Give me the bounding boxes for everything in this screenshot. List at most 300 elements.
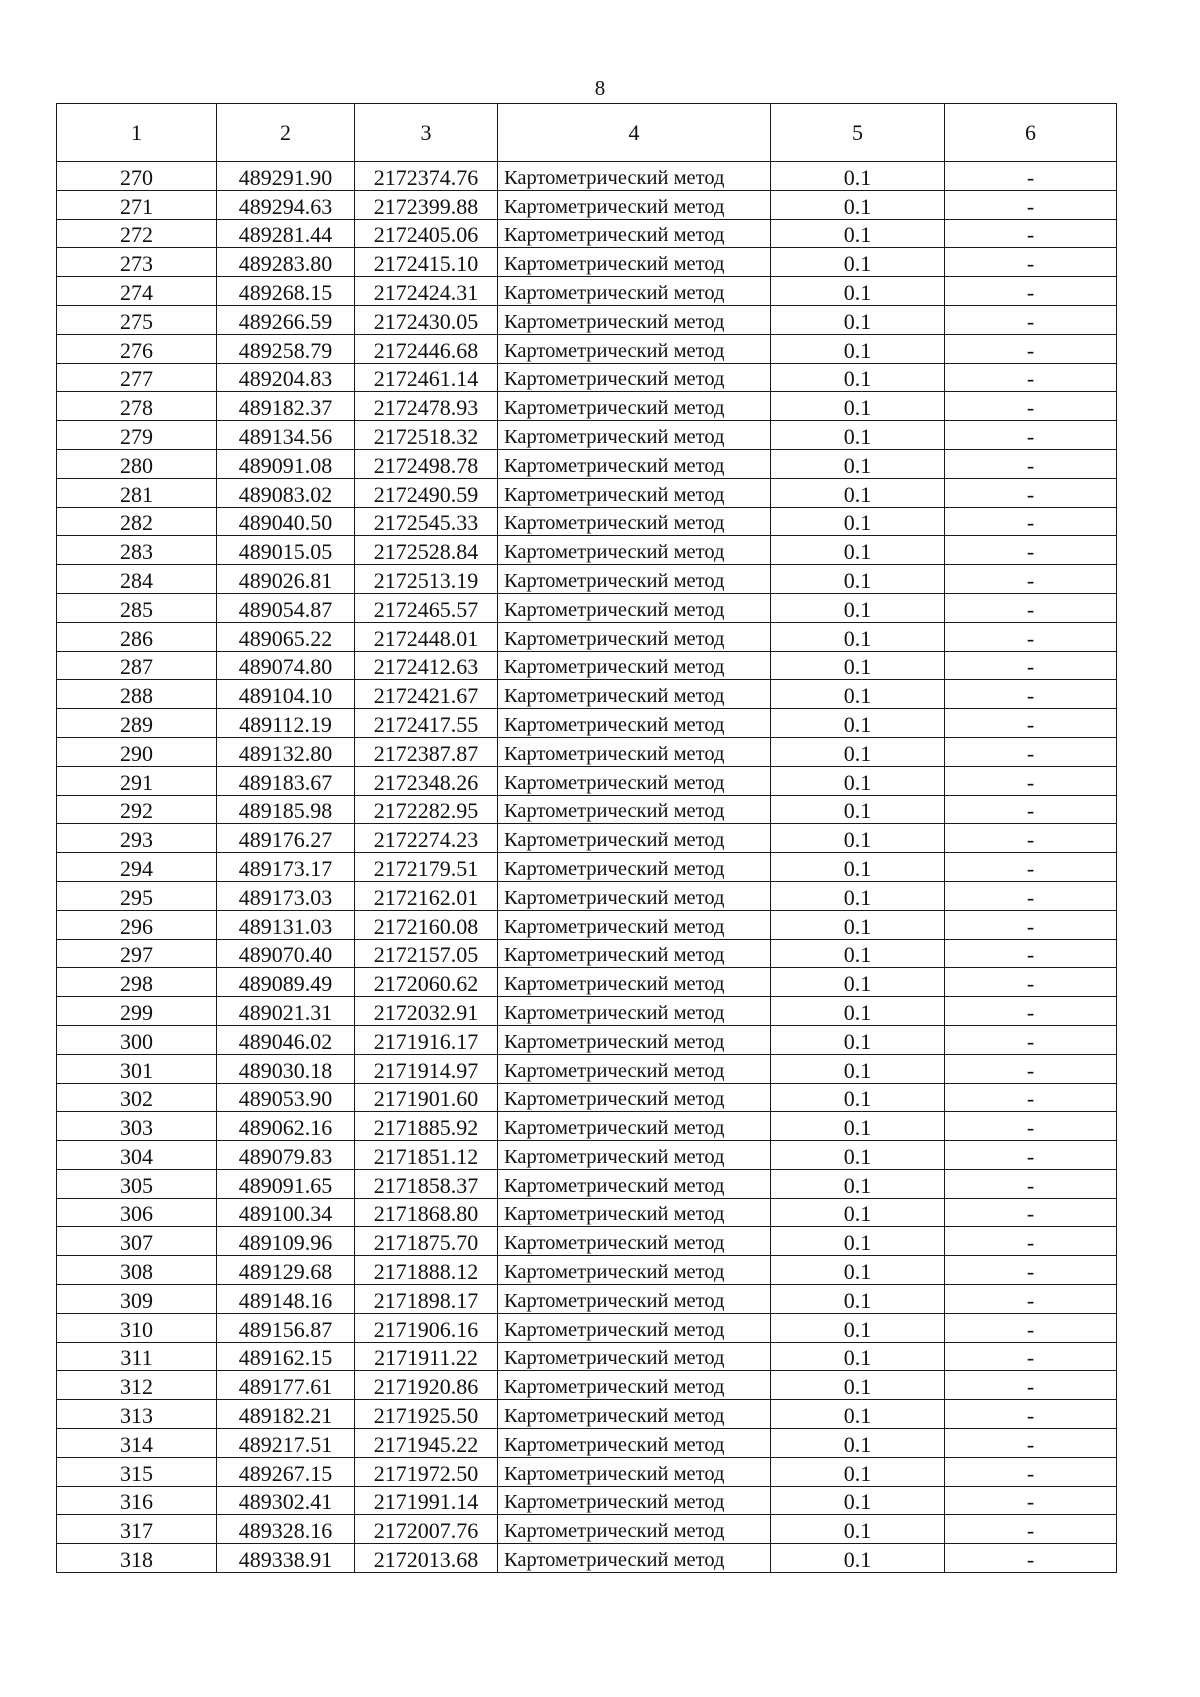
table-row [57,1112,1117,1141]
cell-accuracy: 0.1 [771,910,945,939]
cell-note: - [945,737,1117,766]
cell-accuracy: 0.1 [771,1112,945,1141]
cell-x-coordinate: 489148.16 [217,1285,355,1314]
cell-note: - [945,1342,1117,1371]
cell-y-coordinate: 2172448.01 [355,622,498,651]
cell-y-coordinate: 2171991.14 [355,1486,498,1515]
cell-point-number: 290 [57,737,217,766]
cell-accuracy: 0.1 [771,1025,945,1054]
cell-x-coordinate: 489283.80 [217,248,355,277]
cell-x-coordinate: 489054.87 [217,593,355,622]
cell-y-coordinate: 2172374.76 [355,162,498,191]
cell-y-coordinate: 2171868.80 [355,1198,498,1227]
cell-x-coordinate: 489173.03 [217,881,355,910]
cell-x-coordinate: 489258.79 [217,334,355,363]
cell-method: Картометрический метод [498,1112,771,1141]
cell-x-coordinate: 489112.19 [217,709,355,738]
cell-accuracy: 0.1 [771,1457,945,1486]
cell-accuracy: 0.1 [771,593,945,622]
cell-x-coordinate: 489204.83 [217,363,355,392]
cell-note: - [945,162,1117,191]
cell-point-number: 277 [57,363,217,392]
cell-method: Картометрический метод [498,997,771,1026]
cell-note: - [945,1285,1117,1314]
cell-method: Картометрический метод [498,1313,771,1342]
cell-method: Картометрический метод [498,766,771,795]
table-row [57,766,1117,795]
table-row [57,1342,1117,1371]
cell-y-coordinate: 2172430.05 [355,305,498,334]
cell-method: Картометрический метод [498,910,771,939]
cell-point-number: 272 [57,219,217,248]
coordinates-table [56,103,1117,1573]
table-row [57,968,1117,997]
cell-method: Картометрический метод [498,1025,771,1054]
cell-x-coordinate: 489091.08 [217,449,355,478]
cell-note: - [945,1400,1117,1429]
cell-y-coordinate: 2171885.92 [355,1112,498,1141]
cell-point-number: 282 [57,507,217,536]
cell-note: - [945,881,1117,910]
cell-y-coordinate: 2171901.60 [355,1083,498,1112]
cell-point-number: 306 [57,1198,217,1227]
cell-y-coordinate: 2172528.84 [355,536,498,565]
table-row [57,651,1117,680]
cell-note: - [945,449,1117,478]
header-cell-3: 3 [355,104,498,162]
cell-method: Картометрический метод [498,737,771,766]
cell-note: - [945,766,1117,795]
cell-point-number: 314 [57,1429,217,1458]
cell-note: - [945,593,1117,622]
cell-accuracy: 0.1 [771,824,945,853]
cell-x-coordinate: 489109.96 [217,1227,355,1256]
cell-y-coordinate: 2172518.32 [355,421,498,450]
cell-x-coordinate: 489182.37 [217,392,355,421]
cell-y-coordinate: 2172274.23 [355,824,498,853]
page-number: 8 [594,76,606,100]
cell-x-coordinate: 489131.03 [217,910,355,939]
cell-accuracy: 0.1 [771,1429,945,1458]
table-row [57,1054,1117,1083]
cell-y-coordinate: 2171920.86 [355,1371,498,1400]
cell-note: - [945,305,1117,334]
cell-method: Картометрический метод [498,1371,771,1400]
cell-method: Картометрический метод [498,1285,771,1314]
table-row [57,1486,1117,1515]
cell-accuracy: 0.1 [771,622,945,651]
cell-y-coordinate: 2172179.51 [355,853,498,882]
cell-x-coordinate: 489062.16 [217,1112,355,1141]
table-row [57,824,1117,853]
cell-point-number: 276 [57,334,217,363]
header-row [57,104,1117,162]
cell-x-coordinate: 489177.61 [217,1371,355,1400]
cell-accuracy: 0.1 [771,853,945,882]
cell-point-number: 298 [57,968,217,997]
cell-accuracy: 0.1 [771,1198,945,1227]
header-cell-5: 5 [771,104,945,162]
cell-x-coordinate: 489134.56 [217,421,355,450]
table-row [57,622,1117,651]
table-row [57,795,1117,824]
cell-note: - [945,680,1117,709]
cell-x-coordinate: 489173.17 [217,853,355,882]
table-row [57,277,1117,306]
table-row [57,392,1117,421]
cell-y-coordinate: 2172013.68 [355,1544,498,1573]
cell-method: Картометрический метод [498,593,771,622]
cell-accuracy: 0.1 [771,795,945,824]
cell-accuracy: 0.1 [771,219,945,248]
cell-accuracy: 0.1 [771,766,945,795]
cell-method: Картометрический метод [498,421,771,450]
cell-x-coordinate: 489162.15 [217,1342,355,1371]
cell-method: Картометрический метод [498,1457,771,1486]
cell-method: Картометрический метод [498,1083,771,1112]
cell-y-coordinate: 2171888.12 [355,1256,498,1285]
cell-x-coordinate: 489185.98 [217,795,355,824]
table-row [57,507,1117,536]
cell-y-coordinate: 2172478.93 [355,392,498,421]
table-row [57,1025,1117,1054]
cell-method: Картометрический метод [498,1515,771,1544]
cell-point-number: 283 [57,536,217,565]
cell-point-number: 308 [57,1256,217,1285]
cell-note: - [945,1544,1117,1573]
cell-x-coordinate: 489183.67 [217,766,355,795]
cell-x-coordinate: 489089.49 [217,968,355,997]
cell-accuracy: 0.1 [771,305,945,334]
cell-note: - [945,997,1117,1026]
cell-point-number: 302 [57,1083,217,1112]
cell-x-coordinate: 489030.18 [217,1054,355,1083]
cell-y-coordinate: 2172424.31 [355,277,498,306]
cell-method: Картометрический метод [498,1429,771,1458]
cell-accuracy: 0.1 [771,881,945,910]
cell-x-coordinate: 489079.83 [217,1141,355,1170]
cell-y-coordinate: 2172157.05 [355,939,498,968]
cell-note: - [945,565,1117,594]
cell-y-coordinate: 2172513.19 [355,565,498,594]
cell-note: - [945,478,1117,507]
cell-method: Картометрический метод [498,1400,771,1429]
cell-x-coordinate: 489294.63 [217,190,355,219]
cell-note: - [945,1198,1117,1227]
cell-x-coordinate: 489015.05 [217,536,355,565]
cell-point-number: 300 [57,1025,217,1054]
table-row [57,219,1117,248]
cell-point-number: 271 [57,190,217,219]
cell-method: Картометрический метод [498,449,771,478]
table-row [57,449,1117,478]
cell-point-number: 311 [57,1342,217,1371]
table-row [57,1400,1117,1429]
cell-note: - [945,939,1117,968]
cell-note: - [945,1313,1117,1342]
cell-method: Картометрический метод [498,536,771,565]
cell-accuracy: 0.1 [771,478,945,507]
cell-point-number: 309 [57,1285,217,1314]
cell-method: Картометрический метод [498,334,771,363]
cell-method: Картометрический метод [498,939,771,968]
cell-point-number: 296 [57,910,217,939]
cell-method: Картометрический метод [498,1054,771,1083]
cell-method: Картометрический метод [498,881,771,910]
header-cell-4: 4 [498,104,771,162]
cell-y-coordinate: 2172412.63 [355,651,498,680]
cell-y-coordinate: 2171851.12 [355,1141,498,1170]
cell-y-coordinate: 2172405.06 [355,219,498,248]
cell-y-coordinate: 2172060.62 [355,968,498,997]
table-row [57,853,1117,882]
cell-accuracy: 0.1 [771,334,945,363]
table-row [57,1429,1117,1458]
cell-y-coordinate: 2172415.10 [355,248,498,277]
cell-accuracy: 0.1 [771,939,945,968]
cell-y-coordinate: 2171925.50 [355,1400,498,1429]
table-row [57,997,1117,1026]
cell-y-coordinate: 2172490.59 [355,478,498,507]
cell-accuracy: 0.1 [771,421,945,450]
cell-y-coordinate: 2172160.08 [355,910,498,939]
table-row [57,1083,1117,1112]
cell-note: - [945,190,1117,219]
cell-point-number: 292 [57,795,217,824]
table-row [57,1141,1117,1170]
cell-x-coordinate: 489129.68 [217,1256,355,1285]
cell-point-number: 318 [57,1544,217,1573]
cell-accuracy: 0.1 [771,1313,945,1342]
table-row [57,536,1117,565]
cell-y-coordinate: 2171858.37 [355,1169,498,1198]
cell-method: Картометрический метод [498,1169,771,1198]
cell-method: Картометрический метод [498,507,771,536]
cell-y-coordinate: 2172399.88 [355,190,498,219]
cell-accuracy: 0.1 [771,1169,945,1198]
cell-y-coordinate: 2171911.22 [355,1342,498,1371]
table-body [57,162,1117,1573]
table-row [57,1285,1117,1314]
cell-accuracy: 0.1 [771,1083,945,1112]
cell-note: - [945,1141,1117,1170]
cell-accuracy: 0.1 [771,162,945,191]
cell-point-number: 295 [57,881,217,910]
cell-method: Картометрический метод [498,277,771,306]
cell-point-number: 315 [57,1457,217,1486]
cell-method: Картометрический метод [498,680,771,709]
cell-accuracy: 0.1 [771,1256,945,1285]
cell-method: Картометрический метод [498,1198,771,1227]
cell-x-coordinate: 489338.91 [217,1544,355,1573]
cell-point-number: 303 [57,1112,217,1141]
cell-method: Картометрический метод [498,1227,771,1256]
cell-note: - [945,1169,1117,1198]
cell-note: - [945,1515,1117,1544]
cell-x-coordinate: 489100.34 [217,1198,355,1227]
cell-accuracy: 0.1 [771,277,945,306]
cell-y-coordinate: 2171972.50 [355,1457,498,1486]
cell-method: Картометрический метод [498,853,771,882]
cell-note: - [945,363,1117,392]
cell-note: - [945,1112,1117,1141]
cell-accuracy: 0.1 [771,536,945,565]
cell-point-number: 307 [57,1227,217,1256]
table-row [57,593,1117,622]
cell-y-coordinate: 2172417.55 [355,709,498,738]
cell-x-coordinate: 489182.21 [217,1400,355,1429]
cell-method: Картометрический метод [498,824,771,853]
table-row [57,248,1117,277]
table-row [57,1256,1117,1285]
cell-point-number: 278 [57,392,217,421]
table-row [57,363,1117,392]
cell-note: - [945,277,1117,306]
cell-accuracy: 0.1 [771,248,945,277]
cell-y-coordinate: 2172421.67 [355,680,498,709]
cell-point-number: 294 [57,853,217,882]
cell-x-coordinate: 489026.81 [217,565,355,594]
cell-note: - [945,824,1117,853]
cell-x-coordinate: 489302.41 [217,1486,355,1515]
cell-point-number: 299 [57,997,217,1026]
cell-note: - [945,709,1117,738]
table-row [57,421,1117,450]
cell-point-number: 304 [57,1141,217,1170]
cell-method: Картометрический метод [498,392,771,421]
cell-y-coordinate: 2171916.17 [355,1025,498,1054]
cell-method: Картометрический метод [498,622,771,651]
cell-accuracy: 0.1 [771,565,945,594]
cell-point-number: 286 [57,622,217,651]
cell-x-coordinate: 489132.80 [217,737,355,766]
cell-accuracy: 0.1 [771,1285,945,1314]
table-row [57,1169,1117,1198]
cell-point-number: 285 [57,593,217,622]
cell-x-coordinate: 489091.65 [217,1169,355,1198]
cell-x-coordinate: 489268.15 [217,277,355,306]
cell-point-number: 293 [57,824,217,853]
header-cell-1: 1 [57,104,217,162]
table-row [57,1371,1117,1400]
cell-note: - [945,421,1117,450]
cell-accuracy: 0.1 [771,968,945,997]
cell-point-number: 297 [57,939,217,968]
cell-y-coordinate: 2172348.26 [355,766,498,795]
cell-x-coordinate: 489021.31 [217,997,355,1026]
cell-x-coordinate: 489074.80 [217,651,355,680]
cell-accuracy: 0.1 [771,1486,945,1515]
cell-accuracy: 0.1 [771,449,945,478]
cell-point-number: 284 [57,565,217,594]
cell-note: - [945,392,1117,421]
cell-point-number: 281 [57,478,217,507]
cell-y-coordinate: 2171898.17 [355,1285,498,1314]
table-row [57,737,1117,766]
cell-x-coordinate: 489053.90 [217,1083,355,1112]
table-row [57,1227,1117,1256]
cell-y-coordinate: 2171906.16 [355,1313,498,1342]
cell-accuracy: 0.1 [771,363,945,392]
cell-accuracy: 0.1 [771,651,945,680]
cell-method: Картометрический метод [498,1486,771,1515]
cell-method: Картометрический метод [498,219,771,248]
cell-y-coordinate: 2172465.57 [355,593,498,622]
cell-method: Картометрический метод [498,305,771,334]
cell-accuracy: 0.1 [771,507,945,536]
table-row [57,334,1117,363]
cell-point-number: 270 [57,162,217,191]
cell-note: - [945,1083,1117,1112]
cell-note: - [945,507,1117,536]
cell-note: - [945,248,1117,277]
cell-method: Картометрический метод [498,248,771,277]
table-row [57,1457,1117,1486]
cell-x-coordinate: 489040.50 [217,507,355,536]
cell-x-coordinate: 489070.40 [217,939,355,968]
cell-accuracy: 0.1 [771,1515,945,1544]
cell-method: Картометрический метод [498,162,771,191]
cell-note: - [945,1025,1117,1054]
cell-x-coordinate: 489176.27 [217,824,355,853]
cell-x-coordinate: 489065.22 [217,622,355,651]
table-row [57,881,1117,910]
cell-y-coordinate: 2171914.97 [355,1054,498,1083]
cell-method: Картометрический метод [498,363,771,392]
cell-accuracy: 0.1 [771,737,945,766]
cell-note: - [945,1371,1117,1400]
cell-point-number: 275 [57,305,217,334]
cell-x-coordinate: 489083.02 [217,478,355,507]
cell-accuracy: 0.1 [771,1400,945,1429]
cell-x-coordinate: 489104.10 [217,680,355,709]
cell-y-coordinate: 2172387.87 [355,737,498,766]
cell-method: Картометрический метод [498,565,771,594]
cell-point-number: 305 [57,1169,217,1198]
cell-point-number: 310 [57,1313,217,1342]
table-row [57,305,1117,334]
cell-method: Картометрический метод [498,1544,771,1573]
cell-x-coordinate: 489266.59 [217,305,355,334]
cell-x-coordinate: 489156.87 [217,1313,355,1342]
cell-point-number: 287 [57,651,217,680]
cell-x-coordinate: 489267.15 [217,1457,355,1486]
cell-y-coordinate: 2171875.70 [355,1227,498,1256]
cell-accuracy: 0.1 [771,997,945,1026]
table-row [57,709,1117,738]
cell-point-number: 288 [57,680,217,709]
cell-point-number: 301 [57,1054,217,1083]
cell-point-number: 289 [57,709,217,738]
cell-note: - [945,622,1117,651]
cell-point-number: 313 [57,1400,217,1429]
cell-accuracy: 0.1 [771,1544,945,1573]
cell-point-number: 273 [57,248,217,277]
cell-note: - [945,1429,1117,1458]
cell-y-coordinate: 2172032.91 [355,997,498,1026]
cell-note: - [945,1457,1117,1486]
header-cell-6: 6 [945,104,1117,162]
cell-accuracy: 0.1 [771,1141,945,1170]
table-header [57,104,1117,162]
table-row [57,910,1117,939]
table-row [57,1313,1117,1342]
cell-note: - [945,795,1117,824]
cell-point-number: 291 [57,766,217,795]
cell-y-coordinate: 2172282.95 [355,795,498,824]
cell-y-coordinate: 2171945.22 [355,1429,498,1458]
header-cell-2: 2 [217,104,355,162]
